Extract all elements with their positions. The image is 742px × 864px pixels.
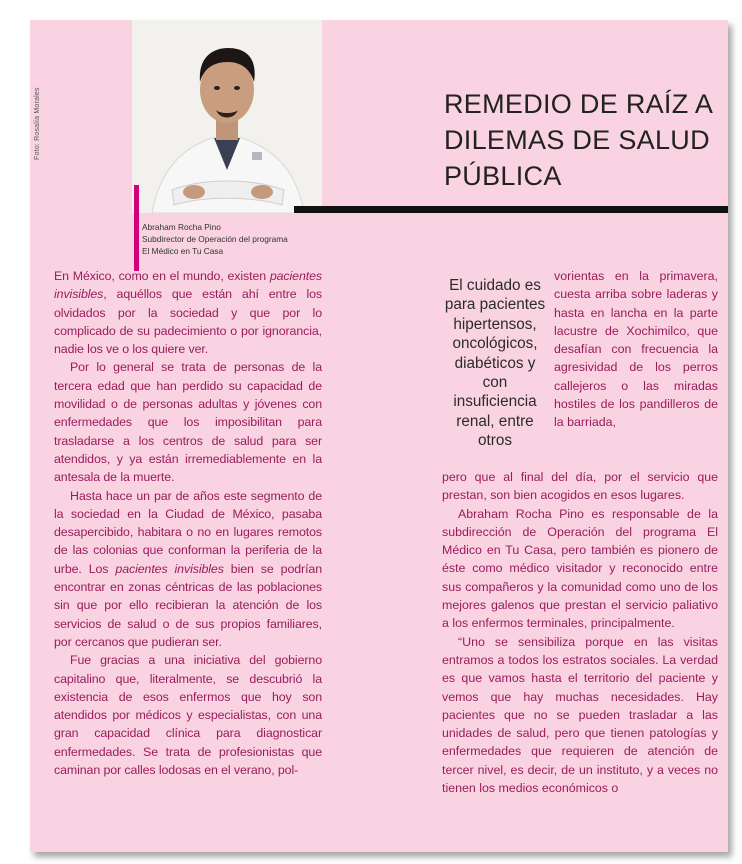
header-rule — [294, 206, 728, 213]
photo-caption — [142, 221, 288, 257]
paragraph: Fue gracias a una iniciativa del gobierno capitalino que, literalmente, se descubrió la existencia de esos enfermos que hoy son atendidos por médicos y especialistas, con una gran capacidad clínica para diagnosticar enfermedades. Se trata de profesionistas que caminan por calles lodosas en el verano, pol- — [54, 653, 322, 778]
article-headline — [444, 86, 714, 194]
caption-role-line2: El Médico en Tu Casa — [142, 246, 224, 256]
text-run: En México, como en el mundo, existen — [54, 269, 270, 283]
accent-bar — [134, 185, 139, 271]
pull-quote: El cuidado es para pacientes hipertensos, oncológicos, diabéticos y con insuficiencia renal, entre otros — [444, 277, 546, 450]
italic-term: pacientes invisibles — [115, 561, 224, 576]
headline-line1: REMEDIO DE RAÍZ A — [444, 89, 714, 119]
caption-name: Abraham Rocha Pino — [142, 222, 221, 232]
paragraph — [54, 267, 322, 358]
text-run: bien se podrían encontrar en zonas céntricas de las poblaciones sin que por ello recibieran la atención de los servicios de salud o de sus propios familiares, por cercanos que pudieran ser. — [54, 561, 323, 649]
paragraph — [54, 487, 322, 652]
paragraph: Abraham Rocha Pino es responsable de la subdirección de Operación del programa El Médico en Tu Casa, pero también es pionero de éste como médico visitador y reconocido entre sus compañeros y la comunidad como uno de los mejores galenos que prestan el servicio paliativo a los enfermos terminales, principalmente. — [442, 506, 718, 631]
headline-line2: DILEMAS DE SALUD — [444, 125, 710, 155]
caption-role-line1: Subdirector de Operación del programa — [142, 234, 288, 244]
right-column-side-text: vorientas en la primavera, cuesta arriba sobre laderas y hasta en lancha en la parte lacustre de Xochimilco, que desafían con frecuencia la agresividad de los perros callejeros o las miradas hostiles de los pandilleros de la barriada, — [554, 269, 718, 430]
magazine-page — [30, 20, 728, 852]
left-column — [54, 267, 322, 779]
text-run: Hasta hace un par de años este segmento de la sociedad en la Ciudad de México, pasaba desapercibido, habitara o no en lugares remotos de las colonias que conforman la periferia de la urbe. Los — [54, 488, 322, 576]
italic-term: pacientes invisibles — [54, 269, 322, 302]
text-run: , aquéllos que están ahí entre los olvidados por la sociedad y que por lo complicado de su padecimiento o por ignorancia, nadie los ve o los quiere ver. — [54, 287, 322, 357]
portrait-photo — [132, 20, 322, 213]
headline-line3: PÚBLICA — [444, 161, 562, 191]
right-column — [442, 468, 718, 797]
doctor-portrait-illustration — [132, 20, 322, 213]
paragraph: “Uno se sensibiliza porque en las visitas entramos a todos los estratos sociales. La verdad es que vamos hasta el territorio del paciente y vemos que hay muchas necesidades. Hay pacientes que no se pueden trasladar a las unidades de salud, pero que tienen patologías y enfermedades que requieren de atención de tercer nivel, es decir, de un instituto, y a veces no tienen los medios económicos o — [442, 634, 718, 796]
photo-credit: Foto: Rosalía Morales — [34, 87, 41, 160]
paragraph: pero que al final del día, por el servicio que prestan, son bien acogidos en esos lugares. — [442, 470, 718, 503]
paragraph: Por lo general se trata de personas de la tercera edad que han perdido su capacidad de movilidad o de personas adultas y jóvenes con enfermedades que los imposibilitan para trasladarse a los centros de salud para ser atendidos, y ya están irremediablemente en la antesala de la muerte. — [54, 360, 322, 485]
